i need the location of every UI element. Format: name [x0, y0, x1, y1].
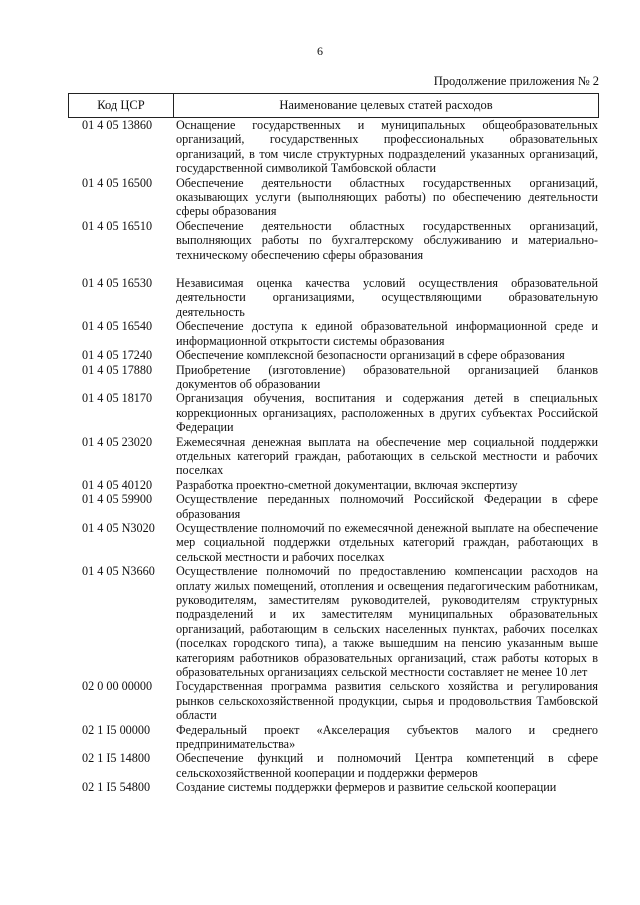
table-row [68, 564, 599, 679]
budget-items-table [68, 93, 599, 795]
table-row [68, 435, 599, 478]
page-number: 6 [317, 44, 323, 58]
header-name: Наименование целевых статей расходов [174, 94, 599, 117]
row-name: Обеспечение комплексной безопасности организаций в сфере образования [176, 348, 565, 363]
table-row [68, 521, 599, 564]
row-name: Обеспечение деятельности областных государственных организаций, выполняющих работы по бухгалтерскому обслуживанию и материально-техническому обеспечению сферы образования [176, 218, 598, 262]
row-code: 01 4 05 16540 [82, 319, 153, 334]
row-name: Федеральный проект «Акселерация субъектов малого и среднего предпринимательства» [176, 722, 598, 752]
table-row [68, 391, 599, 434]
row-code: 01 4 05 16510 [82, 218, 153, 233]
row-code: 01 4 05 59900 [82, 492, 153, 507]
row-name: Осуществление переданных полномочий Российской Федерации в сфере образования [176, 492, 598, 521]
row-name: Независимая оценка качества условий осуществления образовательной деятельности организациями, осуществляющими образовательную деятельность [176, 276, 598, 319]
table-row [68, 219, 599, 262]
table-row [68, 780, 599, 794]
row-name: Осуществление полномочий по предоставлению компенсации расходов на оплату жилых помещений, отопления и освещения педагогическим работникам, руководителям, заместителям руководителей, руководителям структурных подразделений и их заместителям муниципальных образовательных организаций, работающим в сельских населенных пунктах, рабочих поселках (поселках городского типа), а также вышедшим на пенсию указанным выше категориям работников образовательных организаций, стаж работы которых в образовательных организациях сельской местности составляет не менее 10 лет [176, 564, 598, 680]
row-code: 01 4 05 17240 [82, 348, 153, 363]
table-row [68, 478, 599, 492]
row-code: 02 1 I5 54800 [82, 780, 151, 795]
row-name: Обеспечение доступа к единой образовательной информационной среде и информационной открытости системы образования [176, 319, 598, 348]
table-row [68, 176, 599, 219]
row-code: 01 4 05 23020 [82, 434, 153, 449]
row-code: 01 4 05 40120 [82, 477, 153, 492]
table-row [68, 492, 599, 521]
table-row [68, 363, 599, 392]
table-row [68, 118, 599, 176]
row-name: Обеспечение функций и полномочий Центра компетенций в сфере сельскохозяйственной кооперации и поддержки фермеров [176, 751, 598, 780]
row-code: 01 4 05 N3020 [82, 520, 155, 535]
table-row [68, 348, 599, 362]
row-code: 01 4 05 13860 [82, 118, 153, 132]
row-name: Оснащение государственных и муниципальных общеобразовательных организаций, государственных профессиональных образовательных организаций, в том числе структурных подразделений указанных организаций, государственной символикой Тамбовской области [176, 118, 598, 176]
row-code: 02 1 I5 00000 [82, 722, 151, 737]
row-name: Обеспечение деятельности областных государственных организаций, оказывающих услуги (выполняющих работы) по обеспечению деятельности сферы образования [176, 175, 598, 219]
header-code: Код ЦСР [68, 94, 174, 117]
table-row [68, 723, 599, 752]
continuation-label: Продолжение приложения № 2 [433, 74, 599, 88]
row-code: 02 0 00 00000 [82, 679, 153, 694]
row-code: 01 4 05 18170 [82, 391, 153, 406]
row-name: Организация обучения, воспитания и содержания детей в специальных коррекционных организациях, расположенных в других субъектах Российской Федерации [176, 391, 598, 435]
row-name: Государственная программа развития сельского хозяйства и регулирования рынков сельскохозяйственной продукции, сырья и продовольствия Тамбовской области [176, 679, 598, 723]
row-code: 01 4 05 16500 [82, 175, 153, 190]
table-body [68, 118, 599, 795]
table-row [68, 751, 599, 780]
row-name: Создание системы поддержки фермеров и развитие сельской кооперации [176, 780, 557, 795]
table-row [68, 319, 599, 348]
table-row [68, 679, 599, 722]
row-name: Приобретение (изготовление) образовательной организацией бланков документов об образовании [176, 362, 598, 391]
table-header [68, 93, 599, 118]
table-row [68, 276, 599, 319]
row-name: Осуществление полномочий по ежемесячной денежной выплате на обеспечение мер социальной поддержки отдельных категорий граждан, работающих в сельской местности и рабочих поселках [176, 520, 598, 564]
row-code: 01 4 05 16530 [82, 276, 153, 291]
row-name: Ежемесячная денежная выплата на обеспечение мер социальной поддержки отдельных категорий граждан, работающих в сельской местности и рабочих поселках [176, 434, 598, 478]
row-code: 02 1 I5 14800 [82, 751, 151, 766]
row-code: 01 4 05 17880 [82, 362, 153, 377]
row-code: 01 4 05 N3660 [82, 564, 155, 579]
row-name: Разработка проектно-сметной документации, включая экспертизу [176, 477, 518, 492]
